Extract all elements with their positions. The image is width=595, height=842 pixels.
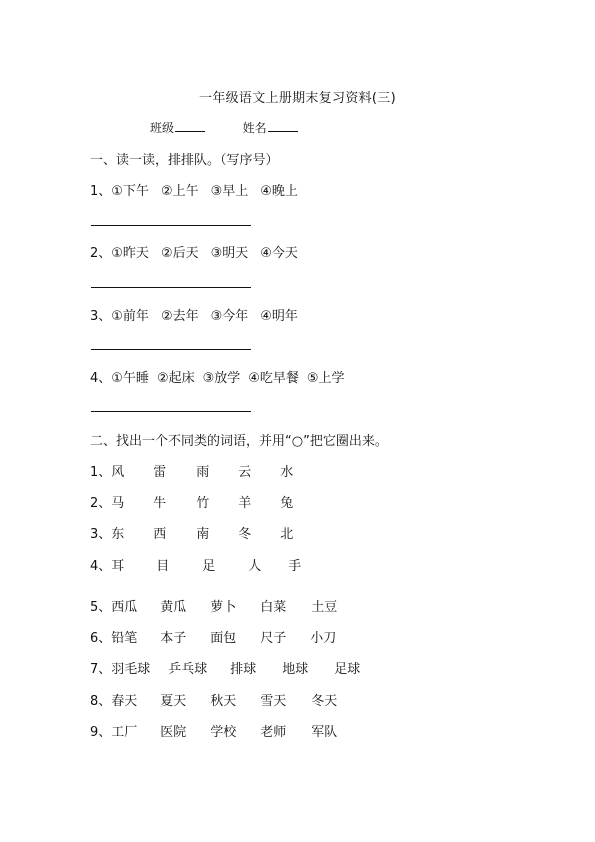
question-number: 8、: [90, 694, 112, 709]
option: ⑤上学: [306, 371, 345, 386]
ordering-question-4: [90, 367, 357, 386]
name-label: 姓名: [242, 121, 267, 135]
word[interactable]: 学校: [210, 725, 237, 740]
option: ②后天: [160, 246, 199, 261]
option: ③放学: [202, 371, 241, 386]
question-number: 7、: [90, 662, 112, 677]
question-number: 1、: [90, 184, 112, 199]
class-label: 班级: [150, 121, 175, 135]
question-number: 5、: [90, 600, 112, 615]
odd-one-out-question-7: [90, 658, 360, 677]
odd-one-out-question-9: [90, 721, 337, 740]
odd-one-out-question-5: [90, 596, 337, 615]
question-number: 2、: [90, 246, 112, 261]
option: ③明天: [210, 246, 249, 261]
option: ①前年: [111, 309, 149, 324]
word[interactable]: 乒乓球: [168, 662, 208, 677]
option: ①下午: [111, 184, 149, 199]
word[interactable]: 小刀: [310, 631, 337, 646]
ordering-question-1: [90, 180, 310, 199]
option: ④吃早餐: [248, 371, 299, 386]
ordering-question-3: [90, 305, 310, 324]
word[interactable]: 东: [111, 527, 125, 542]
word[interactable]: 白菜: [260, 600, 287, 615]
word[interactable]: 西瓜: [111, 600, 138, 615]
word[interactable]: 目: [156, 559, 170, 574]
odd-one-out-question-3: [90, 523, 293, 542]
question-number: 3、: [90, 309, 112, 324]
word[interactable]: 足球: [334, 662, 361, 677]
option: ②起床: [156, 371, 195, 386]
question-number: 4、: [90, 371, 112, 386]
name-blank[interactable]: [268, 120, 298, 132]
word[interactable]: 秋天: [210, 694, 237, 709]
word[interactable]: 面包: [210, 631, 237, 646]
word[interactable]: 北: [280, 527, 294, 542]
question-number: 9、: [90, 725, 112, 740]
answer-line-4[interactable]: [91, 411, 251, 412]
odd-one-out-question-6: [90, 627, 336, 646]
word[interactable]: 云: [238, 465, 252, 480]
odd-one-out-question-8: [90, 690, 337, 709]
word[interactable]: 地球: [282, 662, 309, 677]
class-blank[interactable]: [175, 120, 205, 132]
question-number: 2、: [90, 496, 112, 511]
word[interactable]: 医院: [160, 725, 187, 740]
word[interactable]: 手: [288, 559, 302, 574]
odd-one-out-question-4: [90, 555, 301, 574]
answer-line-2[interactable]: [91, 287, 251, 288]
word[interactable]: 工厂: [111, 725, 138, 740]
word[interactable]: 水: [280, 465, 294, 480]
section-2-heading: 二、找出一个不同类的词语，并用“○”把它圈出来。: [90, 434, 388, 449]
word[interactable]: 老师: [260, 725, 287, 740]
option: ④明年: [260, 309, 298, 324]
word[interactable]: 竹: [196, 496, 210, 511]
student-info: [150, 119, 298, 136]
section-1-heading: 一、读一读，排排队。（写序号）: [90, 153, 279, 168]
word[interactable]: 土豆: [311, 600, 338, 615]
word[interactable]: 军队: [311, 725, 338, 740]
word[interactable]: 西: [153, 527, 167, 542]
word[interactable]: 雷: [153, 465, 167, 480]
word[interactable]: 排球: [230, 662, 257, 677]
option: ③今年: [210, 309, 249, 324]
page-title: 一年级语文上册期末复习资料(三): [199, 91, 396, 106]
word[interactable]: 兔: [280, 496, 294, 511]
option: ④晚上: [260, 184, 298, 199]
word[interactable]: 尺子: [260, 631, 287, 646]
option: ②去年: [160, 309, 199, 324]
word[interactable]: 雨: [196, 465, 210, 480]
word[interactable]: 羽毛球: [111, 662, 151, 677]
word[interactable]: 耳: [111, 559, 125, 574]
word[interactable]: 人: [248, 559, 262, 574]
word[interactable]: 铅笔: [111, 631, 138, 646]
word[interactable]: 冬天: [311, 694, 338, 709]
word[interactable]: 南: [196, 527, 210, 542]
word[interactable]: 春天: [111, 694, 138, 709]
odd-one-out-question-2: [90, 492, 293, 511]
question-number: 3、: [90, 527, 112, 542]
odd-one-out-question-1: [90, 461, 293, 480]
word[interactable]: 足: [202, 559, 216, 574]
option: ①昨天: [111, 246, 149, 261]
word[interactable]: 本子: [160, 631, 187, 646]
word[interactable]: 冬: [238, 527, 252, 542]
word[interactable]: 萝卜: [210, 600, 237, 615]
option: ②上午: [160, 184, 199, 199]
word[interactable]: 风: [111, 465, 125, 480]
answer-line-1[interactable]: [91, 225, 251, 226]
question-number: 6、: [90, 631, 112, 646]
word[interactable]: 牛: [153, 496, 167, 511]
question-number: 1、: [90, 465, 112, 480]
word[interactable]: 雪天: [260, 694, 287, 709]
option: ①午睡: [111, 371, 149, 386]
answer-line-3[interactable]: [91, 349, 251, 350]
option: ③早上: [210, 184, 249, 199]
question-number: 4、: [90, 559, 112, 574]
ordering-question-2: [90, 242, 310, 261]
word[interactable]: 黄瓜: [160, 600, 187, 615]
word[interactable]: 夏天: [160, 694, 187, 709]
word[interactable]: 马: [111, 496, 125, 511]
word[interactable]: 羊: [238, 496, 252, 511]
option: ④今天: [260, 246, 298, 261]
